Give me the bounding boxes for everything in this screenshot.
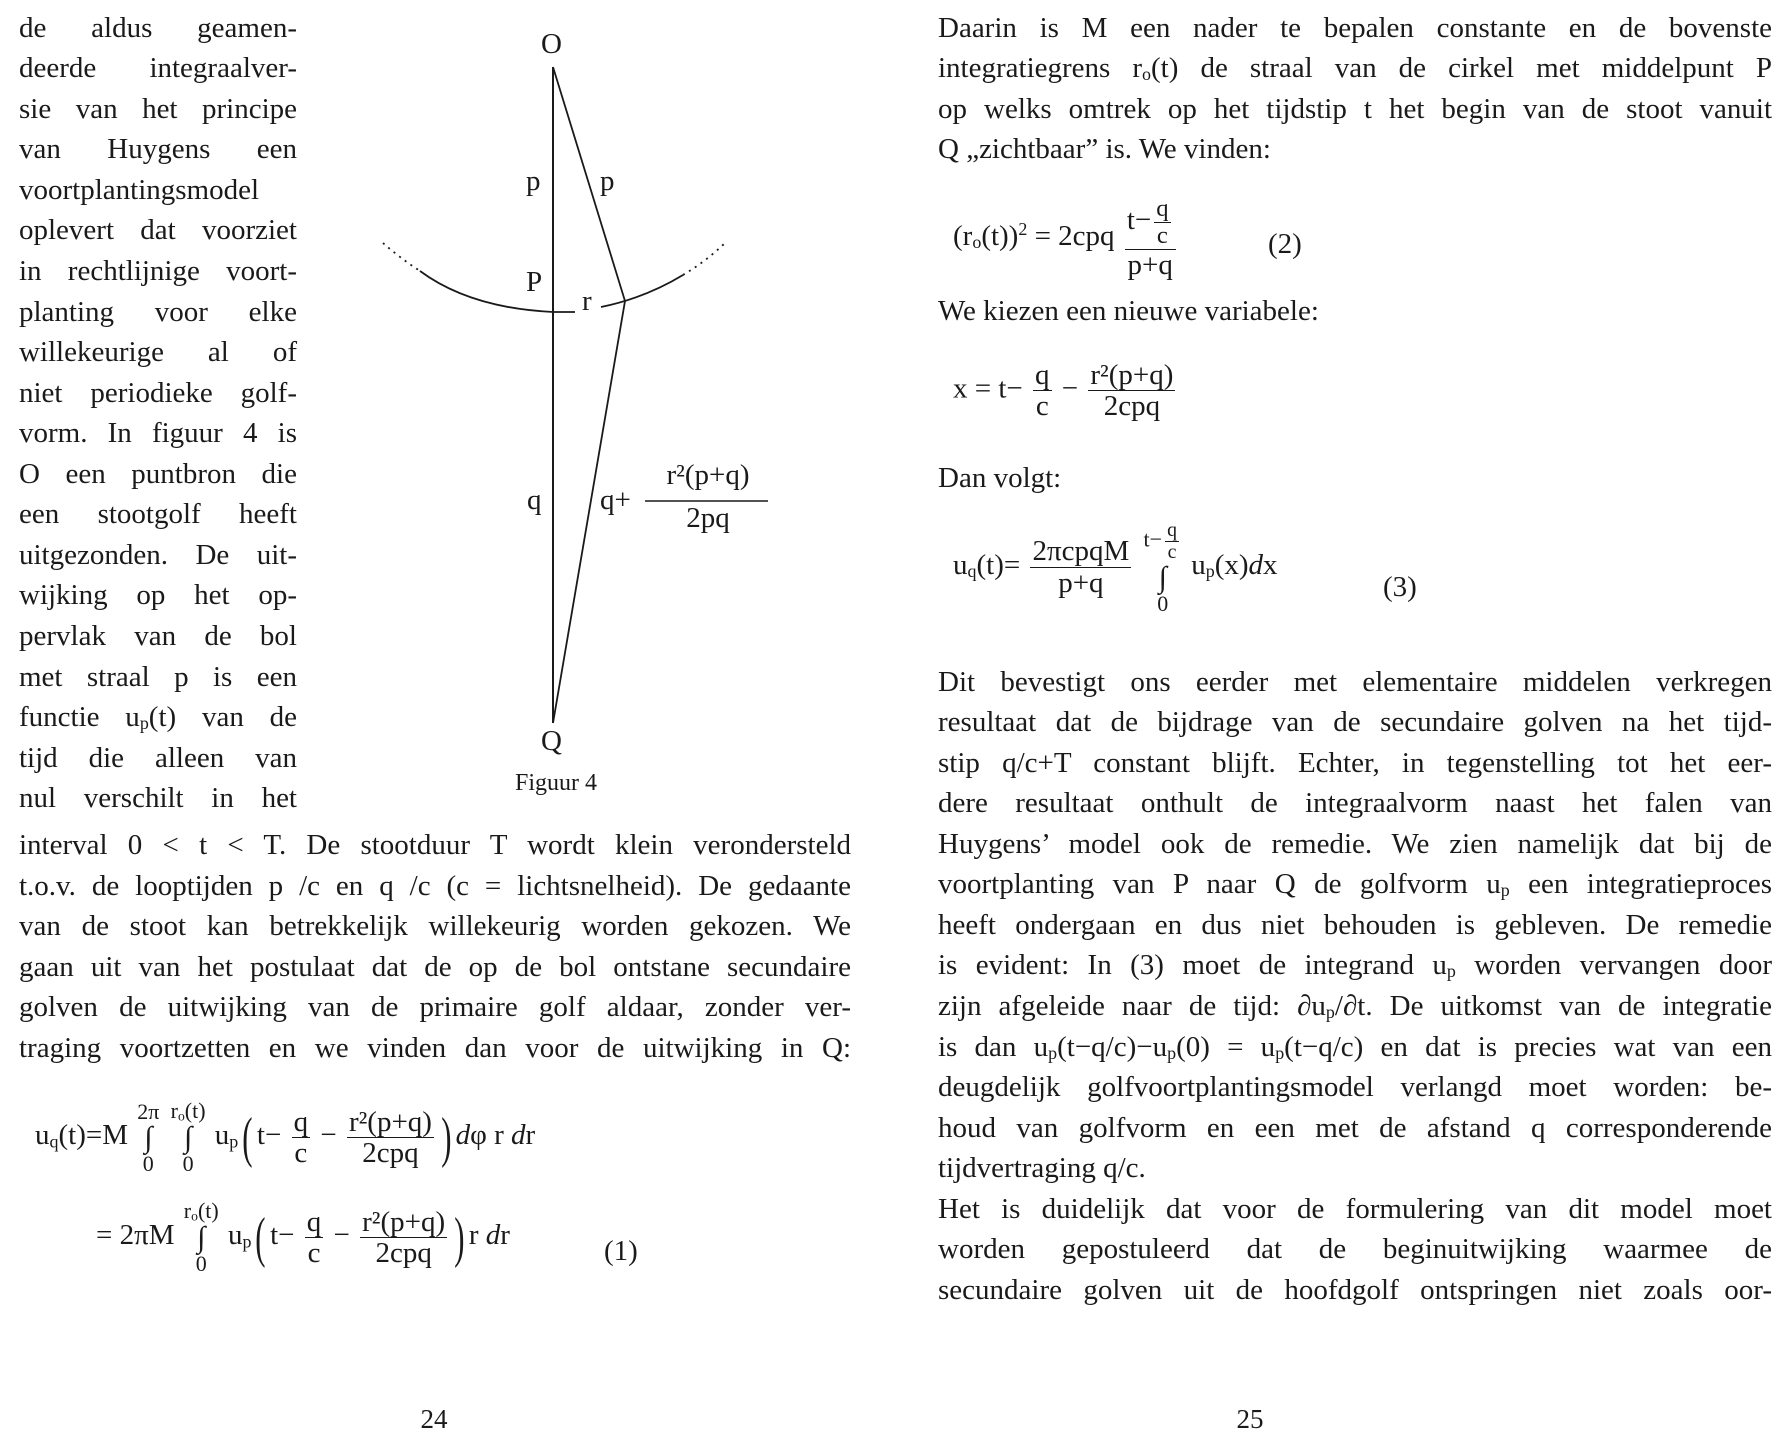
eq-text: = 2cpq	[1027, 219, 1122, 252]
subscript: p	[139, 713, 149, 734]
label-fraction-denominator: 2pq	[686, 502, 730, 534]
eq-text: u	[214, 1119, 230, 1152]
eq-text: x	[1263, 548, 1278, 581]
eq-text: t−	[270, 1219, 295, 1252]
page-number: 25	[1236, 1404, 1264, 1434]
text-line: de aldus geamen-	[19, 12, 297, 44]
equation-x	[953, 360, 1178, 422]
integral-upper-limit	[171, 1100, 206, 1123]
text-line: secundaire golven uit de hoofdgolf ontspringen niet zoals oor-	[938, 1274, 1772, 1306]
integral-r	[171, 1100, 206, 1175]
fraction-main	[1125, 196, 1176, 280]
numerator: r²(p+q)	[362, 1205, 446, 1238]
denominator: p+q	[1058, 566, 1104, 599]
integral-sign: ∫	[144, 1120, 153, 1154]
fraction-r2	[347, 1107, 434, 1169]
denominator: c	[1167, 540, 1177, 563]
text-line: wijking op het op-	[19, 579, 297, 611]
eq-text: r	[525, 1119, 536, 1152]
text-fragment: integratiegrens r	[938, 52, 1143, 84]
text-fragment: (t) van de	[148, 701, 297, 733]
integral-upper-limit	[1144, 520, 1182, 563]
subscript: p	[1205, 561, 1215, 582]
eq-text: (r	[953, 219, 973, 252]
text-line: voortplantingsmodel	[19, 174, 260, 206]
text-line: pervlak van de bol	[19, 620, 297, 652]
text-fragment: een integratieproces	[1509, 868, 1772, 900]
numerator: q	[1035, 359, 1050, 391]
label-q-left: q	[527, 484, 542, 516]
text-line: houd van golfvorm en een met de afstand q corresponderende	[938, 1112, 1772, 1144]
denominator: 2cpq	[375, 1237, 432, 1270]
denominator: p+q	[1127, 248, 1173, 281]
eq-text: r	[468, 1219, 486, 1252]
text-line: O een puntbron die	[19, 458, 297, 490]
label-Q: Q	[541, 725, 562, 757]
left-paren: (	[255, 1206, 266, 1269]
text-fragment: is evident: In (3) moet de integrand u	[938, 949, 1447, 981]
subscript: p	[1325, 1002, 1335, 1023]
right-paren: )	[441, 1106, 452, 1169]
numerator: q	[306, 1205, 322, 1238]
subscript: p	[229, 1131, 239, 1152]
eq-text: r	[183, 1198, 192, 1223]
text-line: niet periodieke golf-	[19, 377, 297, 409]
numerator: q	[1167, 519, 1177, 541]
integral-sign: ∫	[197, 1221, 206, 1255]
eq-text: d	[455, 1119, 471, 1152]
equation-2-number: (2)	[1268, 228, 1302, 260]
text-fragment: (t−q/c)−u	[1057, 1031, 1168, 1063]
label-q-right: q+	[600, 484, 631, 516]
eq-text: (t)=	[976, 548, 1021, 581]
numerator: r²(p+q)	[1090, 359, 1174, 391]
eq-text: d	[485, 1219, 501, 1252]
text-line: willekeurige al of	[19, 336, 297, 368]
label-p-right: p	[600, 165, 615, 197]
text-line: traging voortzetten en we vinden dan voor de uitwijking in Q:	[19, 1032, 851, 1064]
text-line: golven de uitwijking van de primaire golf aldaar, zonder ver-	[19, 991, 851, 1023]
text-line	[938, 864, 1772, 911]
subscript: q	[967, 561, 977, 582]
denominator: c	[1035, 390, 1049, 423]
eq-text: u	[1191, 548, 1206, 581]
subscript: p	[1167, 1043, 1177, 1064]
equation-2	[953, 196, 1179, 280]
wavefront-arc-right	[601, 275, 683, 307]
numerator: r²(p+q)	[348, 1105, 432, 1138]
eq-text: −	[333, 1219, 350, 1252]
denominator: c	[294, 1137, 308, 1170]
eq-text: x = t−	[953, 372, 1023, 405]
text-fragment: is dan u	[938, 1031, 1049, 1063]
text-fragment: (t) de straal van de cirkel met middelpunt P	[1151, 52, 1772, 84]
integral-sign: ∫	[183, 1121, 193, 1155]
text-line	[938, 986, 1772, 1033]
eq-text: = 2πM	[96, 1219, 175, 1252]
text-line: van Huygens een	[19, 133, 297, 165]
subscript: o	[972, 231, 982, 252]
left-paren: (	[242, 1106, 253, 1169]
text-line: Q „zichtbaar” is. We vinden:	[938, 133, 1271, 165]
text-line: Dan volgt:	[938, 462, 1062, 494]
integral-r	[184, 1200, 219, 1275]
label-p-left: p	[526, 165, 541, 197]
text-line: gaan uit van het postulaat dat de op de bol ontstane secundaire	[19, 951, 851, 983]
eq-text: r	[500, 1219, 510, 1252]
fraction-q-over-c	[1154, 196, 1170, 249]
text-line: Het is duidelijk dat voor de formulering van dit model moet	[938, 1193, 1772, 1225]
text-fragment: (0) = u	[1176, 1031, 1276, 1063]
text-fragment: worden vervangen door	[1455, 949, 1772, 981]
equation-1-number: (1)	[604, 1235, 638, 1267]
text-line: tijdvertraging q/c.	[938, 1152, 1146, 1184]
text-line: met straal p is een	[19, 661, 297, 693]
eq-text: (t))	[981, 219, 1019, 252]
fraction-q-over-c	[1165, 520, 1179, 563]
eq-text: t−	[256, 1119, 282, 1152]
denominator: c	[307, 1237, 321, 1270]
eq-text: (t)	[184, 1098, 206, 1123]
equation-3	[953, 520, 1278, 615]
eq-text: −	[1061, 372, 1079, 405]
text-line: tijd die alleen van	[19, 742, 297, 774]
text-line: van de stoot kan betrekkelijk willekeurig worden gekozen. We	[19, 910, 851, 942]
right-paren: )	[454, 1206, 465, 1269]
denominator: 2cpq	[1103, 390, 1161, 423]
text-line: Dit bevestigt ons eerder met elementaire middelen verkregen	[938, 666, 1772, 698]
integral-lower-limit: 0	[1157, 590, 1169, 616]
superscript: 2	[1018, 218, 1028, 239]
label-fraction-numerator: r²(p+q)	[666, 459, 750, 491]
integral-upper-limit	[184, 1200, 219, 1223]
denominator: 2cpq	[362, 1137, 419, 1170]
text-line: nul verschilt in het	[19, 782, 297, 814]
eq-text: (t)	[197, 1198, 219, 1223]
figure-4-drawing	[0, 0, 895, 820]
text-line	[938, 945, 1772, 992]
integral-lower-limit: 0	[142, 1150, 154, 1176]
subscript: p	[1275, 1043, 1285, 1064]
text-line: worden gepostuleerd dat de beginuitwijking waarmee de	[938, 1233, 1772, 1265]
eq-text: φ r	[470, 1119, 512, 1152]
eq-text: u	[953, 548, 968, 581]
eq-text: (t)=M	[58, 1119, 128, 1152]
text-line: in rechtlijnige voort-	[19, 255, 297, 287]
eq-text: (x)	[1214, 548, 1249, 581]
fraction-r2	[360, 1207, 447, 1269]
fraction-q-over-c	[305, 1207, 324, 1269]
subscript: o	[191, 1208, 198, 1224]
equation-1-line-2	[96, 1200, 510, 1275]
text-line: stip q/c+T constant blijft. Echter, in tegenstelling tot het eer-	[938, 747, 1772, 779]
numerator: q	[293, 1105, 309, 1138]
fraction-r2	[1088, 360, 1175, 422]
text-line: op welks omtrek op het tijdstip t het begin van de stoot vanuit	[938, 93, 1772, 125]
text-line: We kiezen een nieuwe variabele:	[938, 295, 1319, 327]
text-line: sie van het principe	[19, 93, 297, 125]
text-line: dere resultaat onthult de integraalvorm naast het falen van	[938, 787, 1772, 819]
integral-lower-limit: 0	[195, 1251, 207, 1277]
eq-text: r	[170, 1098, 178, 1123]
subscript: p	[242, 1231, 252, 1252]
text-line: interval 0 < t < T. De stootduur T wordt klein verondersteld	[19, 829, 851, 861]
text-fragment: functie u	[19, 701, 140, 733]
subscript: o	[177, 1108, 185, 1124]
fraction-q-over-c	[292, 1107, 311, 1169]
text-line: resultaat dat de bijdrage van de secundaire golven na het tijd-	[938, 706, 1772, 738]
numerator	[1125, 196, 1176, 250]
text-line: heeft ondergaan en dus niet behouden is gebleven. De remedie	[938, 909, 1772, 941]
numerator: q	[1156, 195, 1169, 222]
eq-text: u	[35, 1119, 50, 1152]
text-fragment: voortplanting van P naar Q de golfvorm u	[938, 868, 1501, 900]
integral-lower-limit: 0	[182, 1151, 194, 1177]
wavefront-arc-right-dotted	[683, 241, 727, 275]
eq-text: t−	[1143, 526, 1163, 552]
integral-phi	[137, 1098, 160, 1176]
right-page	[895, 0, 1790, 1438]
text-fragment: /∂t. De uitkomst van de integratie	[1334, 990, 1772, 1022]
text-line: oplevert dat voorziet	[19, 214, 297, 246]
text-line: deerde integraalver-	[19, 52, 297, 84]
subscript: o	[1142, 64, 1152, 85]
text-fragment: zijn afgeleide naar de tijd: ∂u	[938, 990, 1326, 1022]
text-line: een stootgolf heeft	[19, 498, 297, 530]
eq-text: t−	[1126, 204, 1152, 237]
text-line	[938, 48, 1772, 95]
equation-3-number: (3)	[1383, 571, 1417, 603]
eq-text: d	[511, 1119, 526, 1152]
equation-1-line-1	[35, 1100, 535, 1175]
figure-caption: Figuur 4	[514, 770, 597, 796]
integral-upper-limit: 2π	[137, 1098, 160, 1124]
label-r: r	[582, 285, 592, 317]
subscript: p	[1446, 961, 1456, 982]
label-O: O	[541, 28, 562, 60]
eq-text: d	[1248, 548, 1264, 581]
subscript: p	[1048, 1043, 1058, 1064]
text-fragment: (t−q/c) en dat is precies wat van een	[1284, 1031, 1772, 1063]
subscript: q	[49, 1131, 59, 1152]
integral-x	[1144, 520, 1182, 615]
wavefront-arc-left-dotted	[383, 243, 420, 271]
text-line: planting voor elke	[19, 296, 297, 328]
label-P: P	[526, 266, 543, 298]
text-line: deugdelijk golfvoortplantingsmodel verlangd moet worden: be-	[938, 1071, 1772, 1103]
page-number: 24	[420, 1404, 448, 1434]
denominator: c	[1156, 221, 1168, 249]
fraction-q-over-c	[1033, 360, 1052, 422]
subscript: p	[1500, 880, 1510, 901]
fraction-main	[1030, 536, 1131, 598]
eq-text: −	[320, 1119, 337, 1152]
text-line: vorm. In figuur 4 is	[19, 417, 297, 449]
text-line: t.o.v. de looptijden p /c en q /c (c = lichtsnelheid). De gedaante	[19, 870, 851, 902]
numerator: 2πcpqM	[1032, 535, 1130, 568]
eq-text: u	[227, 1219, 243, 1252]
text-line: Daarin is M een nader te bepalen constante en de bovenste	[938, 12, 1772, 44]
text-line: uitgezonden. De uit-	[19, 539, 297, 571]
text-line: Huygens’ model ook de remedie. We zien namelijk dat bij de	[938, 828, 1772, 860]
integral-sign: ∫	[1158, 560, 1167, 594]
